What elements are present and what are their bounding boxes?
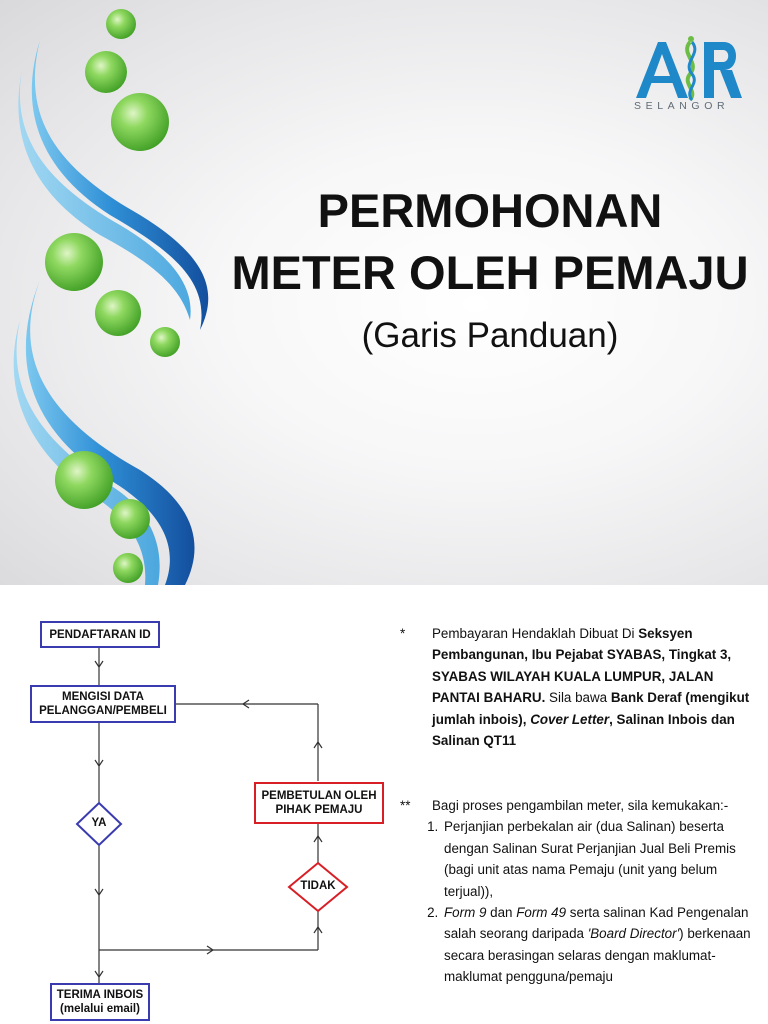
bubble bbox=[85, 51, 127, 93]
bubble bbox=[95, 290, 141, 336]
title-line-1: PERMOHONAN bbox=[317, 184, 663, 237]
decision-yes-label: YA bbox=[91, 817, 107, 829]
receive-invoice-box bbox=[50, 983, 150, 1021]
cover-letter-text: Cover Letter bbox=[530, 711, 610, 727]
form9-text: Form 9 bbox=[444, 905, 487, 921]
presentation-subtitle: (Garis Panduan) bbox=[361, 316, 619, 355]
item2-t3: ) berkenaan secara berasingan selaras dengan maklumat-maklumat pengguna/pemaju bbox=[444, 926, 751, 985]
invoice-label-1: TERIMA INBOIS bbox=[56, 989, 144, 1001]
meter-collection-intro: Bagi proses pengambilan meter, sila kemukakan:- bbox=[432, 798, 729, 813]
fill-data-box bbox=[30, 685, 176, 723]
payment-note bbox=[400, 623, 760, 751]
correction-label-2: PIHAK PEMAJU bbox=[275, 804, 363, 816]
note2-marker: ** bbox=[400, 798, 411, 813]
bubble bbox=[150, 327, 180, 357]
title-line-2: METER OLEH PEMAJU bbox=[231, 246, 749, 299]
requirements-list bbox=[400, 816, 760, 987]
decision-no-label: TIDAK bbox=[300, 880, 336, 892]
payment-note-t2: Sila bawa bbox=[545, 690, 611, 706]
bubble bbox=[111, 93, 169, 151]
bubble bbox=[110, 499, 150, 539]
bubble bbox=[45, 233, 103, 291]
register-id-box bbox=[40, 621, 160, 648]
item2-t1: dan bbox=[486, 905, 517, 921]
payment-note-t1: Pembayaran Hendaklah Dibuat Di bbox=[432, 626, 639, 641]
form49-text: Form 49 bbox=[516, 905, 567, 921]
bank-draft-text: Bank Deraf (mengikut jumlah inbois), bbox=[432, 690, 750, 727]
bubble bbox=[106, 9, 136, 39]
fill-data-label-1: MENGISI DATA bbox=[62, 691, 144, 703]
payment-note-text bbox=[432, 623, 760, 751]
process-slide bbox=[0, 585, 768, 1024]
correction-label-1: PEMBETULAN OLEH bbox=[261, 790, 377, 802]
water-ribbon-decoration bbox=[0, 0, 230, 585]
register-id-label: PENDAFTARAN ID bbox=[49, 628, 151, 641]
bubble bbox=[55, 451, 113, 509]
requirement-item-2 bbox=[442, 902, 760, 988]
developer-correction-box bbox=[254, 782, 384, 824]
payment-location: Seksyen Pembangunan, Ibu Pejabat SYABAS, Tingkat 3, SYABAS WILAYAH KUALA LUMPUR, JALAN PANTAI BAHARU. bbox=[432, 626, 732, 706]
invoice-copies-text: , Salinan Inbois dan Salinan QT11 bbox=[432, 711, 735, 749]
invoice-label-2: (melalui email) bbox=[60, 1003, 140, 1015]
note1-marker: * bbox=[400, 626, 406, 641]
logo-region-text: SELANGOR bbox=[634, 100, 730, 112]
requirement-item-1: 1. Perjanjian perbekalan air (dua Salinan) beserta dengan Salinan Surat Perjanjian Jual Beli Premis (bagi unit atas nama Pemaju (unit yang belum terjual)), bbox=[442, 816, 760, 902]
bubble bbox=[113, 553, 143, 583]
air-logo-icon bbox=[632, 36, 744, 102]
fill-data-label-2: PELANGGAN/PEMBELI bbox=[39, 705, 167, 717]
meter-collection-note bbox=[400, 795, 760, 988]
item2-t2: serta salinan Kad Pengenalan salah seorang daripada bbox=[444, 905, 749, 942]
presentation-title bbox=[200, 180, 768, 304]
board-director-text: 'Board Director' bbox=[587, 926, 680, 942]
